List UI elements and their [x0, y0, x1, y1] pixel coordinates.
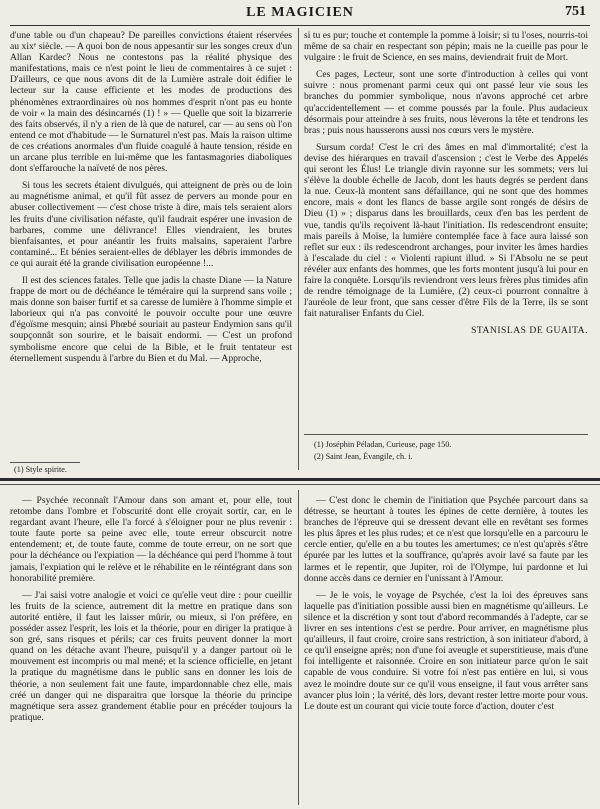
footnote: (2) Saint Jean, Évangile, ch. i. — [314, 452, 413, 461]
running-header — [0, 0, 600, 26]
footnote-rule-left — [10, 462, 80, 463]
paragraph: d'une table ou d'un chapeau? De pareilles convictions étaient réservées au xixᵉ siècle. — A quoi bon de nous appesantir sur les songes creux d'un Allan Kardec? Nous ne contestons pas la réalité physique des manifestations, mais ce n'est point le lieu de commentaires à ce sujet : D'ailleurs, ce que nous avons dit de la Lumière astrale doit édifier le lecteur sur la cause efficiente et les modes de productions des phénomènes extraordinaires où nos hommes d'esprit n'ont pas eu honte de voir « la main des désincarnés (1) ! » — Quelle que soit la bizarrerie des faits observés, il n'y a rien de là que de naturel, car — au sens où l'on entend ce mot d'habitude — le Surnaturel n'est pas. Mais la raison ultime de ces créations anormales d'un fluide coagulé à haute tension, réside en un arcane plus terrible en lui-même que les fantasmagories diaboliques dont s'effarouche la naïveté de nos pères. — [10, 30, 292, 175]
paragraph: — Je le vois, le voyage de Psychée, c'est la loi des épreuves sans laquelle pas d'initiation possible aussi bien en magnétisme qu'ailleurs. Le silence et la discrétion y sont tout d'abord recommandés à l'adepte, car se livrer en ses intentions c'est se perdre. Pour arriver, en magnétisme plus qu'ailleurs, il faut croire, croire sans restriction, à son initiateur d'abord, à ce qu'il enseigne après; non d'une foi aveugle et superstitieuse, mais d'une foi intelligente et raisonnée. Croire en son initiateur parce qu'on le sait capable de vous conduire. Si votre foi n'est pas entière en lui, si vous avez le moindre doute sur ce qu'il vous enseigne, il faut vous arrêter sans avancer plus loin ; la vérité, dès lors, devant rester lettre morte pour vous. Le doute est un courant qui vicie toute force d'action, douter c'est — [304, 589, 588, 712]
left-column-top — [10, 30, 292, 460]
author-signature: STANISLAS DE GUAITA. — [471, 325, 588, 337]
left-column-bottom — [10, 495, 292, 800]
column-divider-top — [298, 28, 299, 470]
column-divider-bottom — [298, 490, 299, 805]
paragraph: Ces pages, Lecteur, sont une sorte d'introduction à celles qui vont suivre : nous promenant parmi ceux qui ont passé leur vie sous les branches du pommier symbolique, nous n'avons approché cet arbre qu'accidentellement — et comme poussés par la foule. Plus audacieux désormais pour atteindre à ses fruits, nous lèverons la tête et tendrons les bras ; puis nous hausserons aussi nos cœurs vers le mystère. — [304, 69, 588, 136]
paragraph: Si tous les secrets étaient divulgués, qui atteignent de près ou de loin au magnétisme animal, et qu'il fût assez de pervers au monde pour en abuser collectivement — c'est chose triste à dire, mais tels seraient alors les fruits d'une civilisation néfaste, qu'il faudrait espérer une invasion de barbares, comme une délivrance! Elles viendraient, les brutes bienfaisantes, et pour anéantir les fruits malsains, saperaient l'arbre contaminé... Et bénies seraient-elles de déblayer les débris immondes de ce qui aurait été la grande civilisation européenne !... — [10, 180, 292, 269]
paragraph: — Psychée reconnaît l'Amour dans son amant et, pour elle, tout retombe dans l'ombre et l'obscurité dont elle croyait sortir, car, en le regardant avant l'heure, elle l'a forcé à s'éloigner pour ne plus revenir : toute faute porte sa peine avec elle, toute erreur obscurcit notre entendement; et, de toute faute, comme de toute erreur, on ne sort que pour la déchéance ou l'expiation — la déchéance qui perd l'homme à tout jamais, l'expiation qui le relève et le réhabilite en le réintégrant dans son honorabilité première. — [10, 495, 292, 584]
journal-title: LE MAGICIEN — [246, 5, 354, 20]
footnote-rule-right — [304, 434, 588, 435]
section-separator-thick — [0, 478, 600, 481]
footnote: (1) Joséphin Péladan, Curieuse, page 150. — [314, 440, 452, 449]
section-separator-thin — [0, 484, 600, 485]
footnotes-right — [314, 440, 584, 464]
right-column-top — [304, 30, 588, 430]
header-rule — [10, 25, 590, 26]
footnote-left: (1) Style spirite. — [14, 465, 67, 474]
paragraph: si tu es pur; touche et contemple la pomme à loisir; si tu l'oses, nourris-toi même de sa chair en respectant son pépin; mais ne la cueille pas pour le vulgaire : le fruit de Science, en ses mains, deviendrait fruit de Mort. — [304, 30, 588, 64]
paragraph: — C'est donc le chemin de l'initiation que Psychée parcourt dans sa détresse, se heurtant à toutes les épines de cette dernière, à toutes les branches de l'épreuve qui se dressent devant elle en revêtant ses formes les plus âpres et les plus rudes; et ce n'est que lorsqu'elle en a parcouru le cercle entier, qu'elle en a bu toutes les amertumes; ce n'est qu'après s'être épurée par les luttes et la souffrance, qu'après avoir lavé sa faute par les larmes et le repentir, que Jupiter, roi de l'Olympe, lui pardonne et lui donne accès dans ce dernier en l'unissant à l'Amour. — [304, 495, 588, 584]
paragraph: Sursum corda! C'est le cri des âmes en mal d'immortalité; c'est la devise des hiérarques en travail d'ascension ; c'est le Verbe des Appelés qui seront les Élus! Le triangle divin rayonne sur les sommets; vers lui s'élève la double échelle de Jacob, dont les hauts degrés se perdent dans la nue. Ceux-là montent sans défaillance, qui ne sont que des hommes encore, mais « dont les flancs de basse argile sont rongés de désirs de Dieu (1) » ; disparus dans les brouillards, ceux d'en bas les perdent de vue, tandis qu'ils reçoivent là-haut l'initiation. Ils redescendront ensuite; mais pareils à Moïse, la lumière contemplée face à face aura laissé son reflet sur eux : ils redescendront archanges, pour inviter les âmes hardies à l'escalade du ciel : « Violenti rapiunt illud. » Si l'Absolu ne se peut révéler aux enfants des hommes, que les forts montent jusqu'à lui pour en faire la conquête. Lorsqu'ils reviendront vers leurs frères plus timides afin de rendre témoignage de la Lumière, (2) ceux-ci pourront connaître à l'auréole de leur front, que sans cesser d'être Fils de la Terre, ils se sont fait naturaliser Enfants du Ciel. — [304, 141, 588, 320]
right-column-bottom — [304, 495, 588, 800]
paragraph: — J'ai saisi votre analogie et voici ce qu'elle veut dire : pour cueillir les fruits de la science, autrement dit la mettre en pratique dans son autorité entière, il faut les laisser mûrir, ou mieux, si l'on préfère, en posséder assez l'esprit, les lois et la théorie, pour en diriger la pratique à son gré, sans risques et périls; car ces fruits peuvent donner la mort quand on les détache avant l'heure, puisqu'il y a danger partout où le mouvement est incompris ou mal mené; et la science officielle, en jetant la pratique du magnétisme dans le public sans en donner les lois de théorie, a non seulement fait une faute, impardonnable chez elle, mais créé un danger qui ne disparaitra que lorsque la théorie du principe magnétique sera assez grandement établie pour en précéder toujours la pratique. — [10, 589, 292, 723]
page-number: 751 — [565, 4, 586, 19]
paragraph: Il est des sciences fatales. Telle que jadis la chaste Diane — la Nature frappe de mort ou de déchéance le téméraire qui la surprend sans voile ; mais donne son baiser furtif et sa caresse de lumière à l'homme simple et laborieux qui n'a pas convoité le pouvoir occulte pour une œuvre d'égoïsme mesquin; ainsi Phœbé souriait au pasteur Endymion sans qu'il soupçonnât son sourire, et le baisait endormi. — C'est un profond symbolisme encore que celui de la Bible, et le fruit tentateur est éternellement suspendu à l'arbre du Bien et du Mal. — Approche, — [10, 274, 292, 364]
